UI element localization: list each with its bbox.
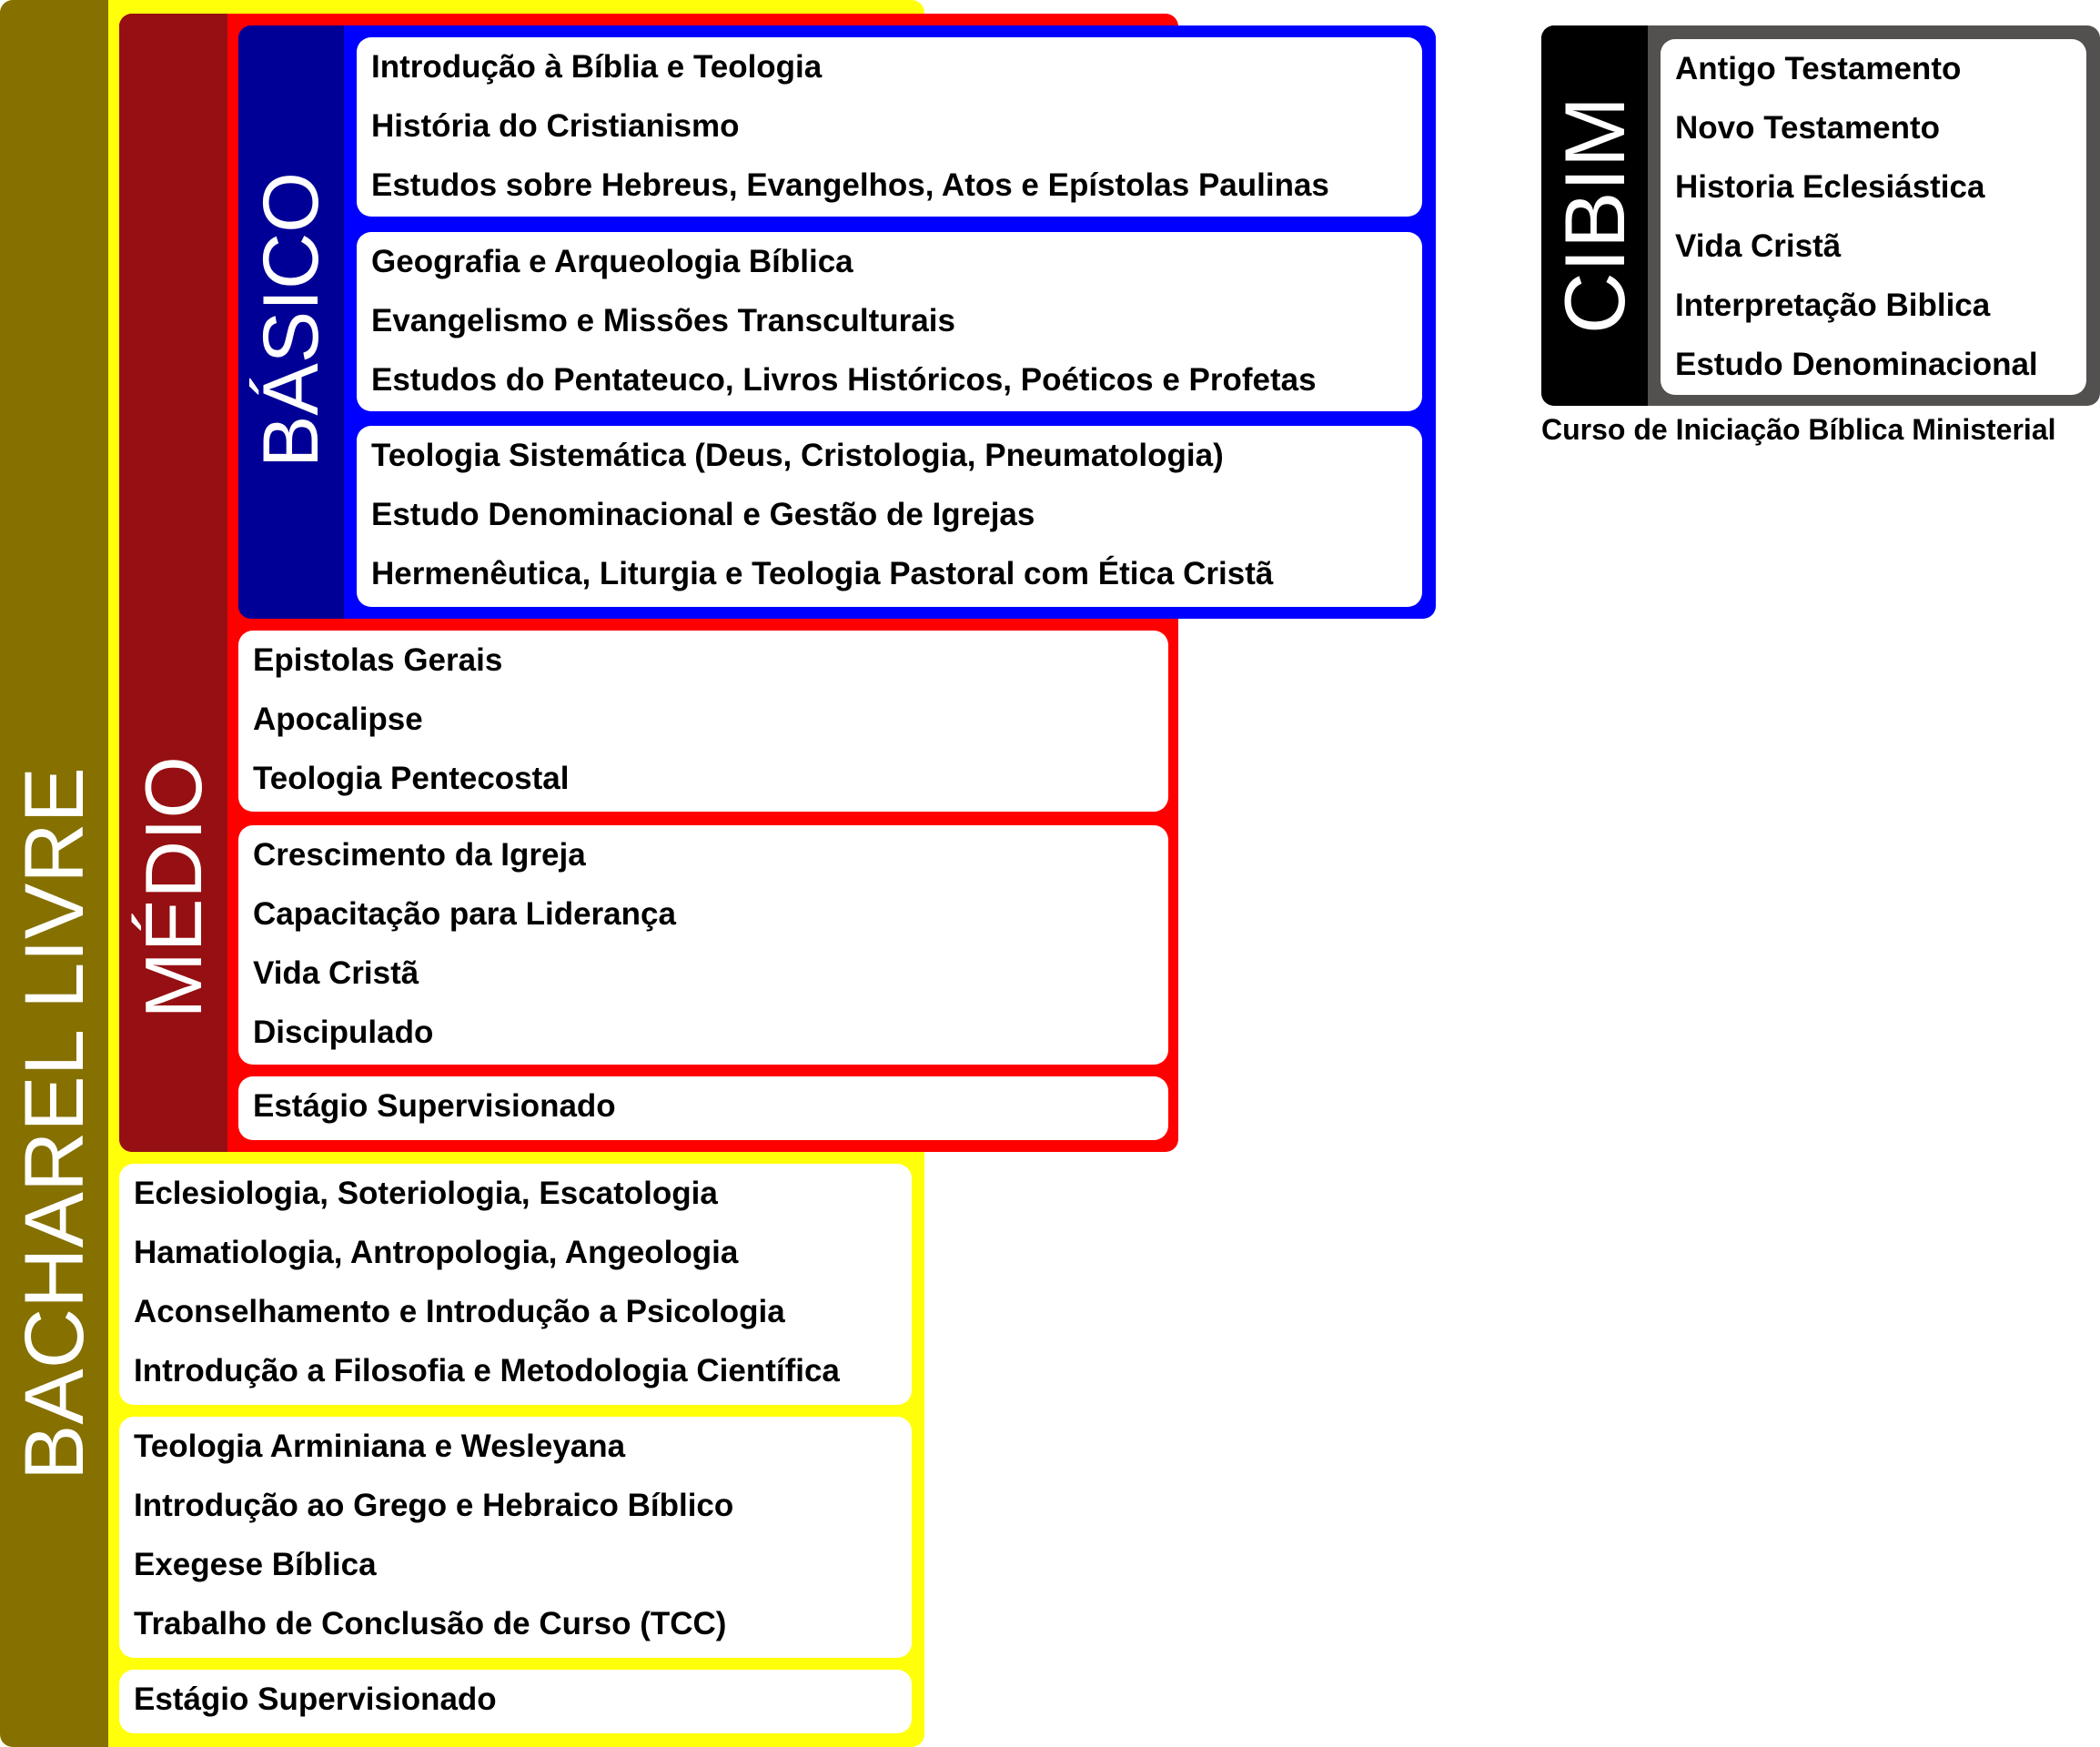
cibim-caption: Curso de Iniciação Bíblica Ministerial (1541, 413, 2056, 446)
cibim-label: CIBIM (1546, 96, 1642, 335)
basico-group-3 (357, 426, 1422, 607)
course-item: Interpretação Biblica (1675, 288, 1991, 323)
course-item: Aconselhamento e Introdução a Psicologia (134, 1294, 785, 1329)
course-item: História do Cristianismo (371, 108, 740, 144)
course-item: Teologia Sistemática (Deus, Cristologia, Pneumatologia) (371, 438, 1224, 473)
medio-group-1 (238, 631, 1168, 812)
course-item: Introdução a Filosofia e Metodologia Científica (134, 1353, 840, 1389)
basico-group-2 (357, 232, 1422, 411)
medio-label-strip (119, 14, 227, 1152)
course-item: Introdução ao Grego e Hebraico Bíblico (134, 1488, 734, 1523)
course-item: Capacitação para Liderança (253, 896, 676, 932)
basico-label: BÁSICO (247, 172, 335, 468)
course-item: Vida Cristã (1675, 228, 1842, 264)
bacharel-group-3 (119, 1670, 912, 1733)
course-item: Antigo Testamento (1675, 51, 1962, 86)
basico-label-strip (238, 25, 344, 619)
bacharel-label: BACHAREL LIVRE (7, 767, 101, 1480)
cibim-label-strip (1541, 25, 1648, 406)
course-item: Introdução à Bíblia e Teologia (371, 49, 823, 85)
course-item: Estudos do Pentateuco, Livros Históricos, Poéticos e Profetas (371, 362, 1317, 398)
course-item: Apocalipse (253, 702, 423, 737)
cibim-group (1661, 39, 2086, 395)
course-item: Exegese Bíblica (134, 1547, 377, 1582)
course-item: Eclesiologia, Soteriologia, Escatologia (134, 1176, 718, 1211)
course-item: Vida Cristã (253, 955, 419, 991)
course-item: Estágio Supervisionado (253, 1088, 616, 1124)
course-item: Novo Testamento (1675, 110, 1941, 146)
course-item: Epistolas Gerais (253, 642, 503, 678)
course-item: Estudo Denominacional e Gestão de Igrejas (371, 497, 1035, 532)
bacharel-label-strip (0, 0, 108, 1747)
medio-group-2 (238, 825, 1168, 1065)
medio-group-3 (238, 1076, 1168, 1140)
course-item: Historia Eclesiástica (1675, 169, 1985, 205)
bacharel-group-1 (119, 1164, 912, 1405)
course-item: Discipulado (253, 1015, 434, 1050)
bacharel-group-2 (119, 1417, 912, 1658)
course-item: Trabalho de Conclusão de Curso (TCC) (134, 1606, 727, 1641)
course-item: Evangelismo e Missões Transculturais (371, 303, 955, 338)
course-item: Estudos sobre Hebreus, Evangelhos, Atos e Epístolas Paulinas (371, 167, 1329, 203)
course-item: Teologia Arminiana e Wesleyana (134, 1429, 626, 1464)
course-item: Hermenêutica, Liturgia e Teologia Pastoral com Ética Cristã (371, 556, 1274, 591)
course-item: Estudo Denominacional (1675, 347, 2038, 382)
basico-group-1 (357, 37, 1422, 217)
course-item: Teologia Pentecostal (253, 761, 570, 796)
course-item: Estágio Supervisionado (134, 1681, 497, 1717)
medio-label: MÉDIO (127, 756, 218, 1019)
course-item: Hamatiologia, Antropologia, Angeologia (134, 1235, 739, 1270)
course-item: Geografia e Arqueologia Bíblica (371, 244, 853, 279)
course-item: Crescimento da Igreja (253, 837, 586, 873)
